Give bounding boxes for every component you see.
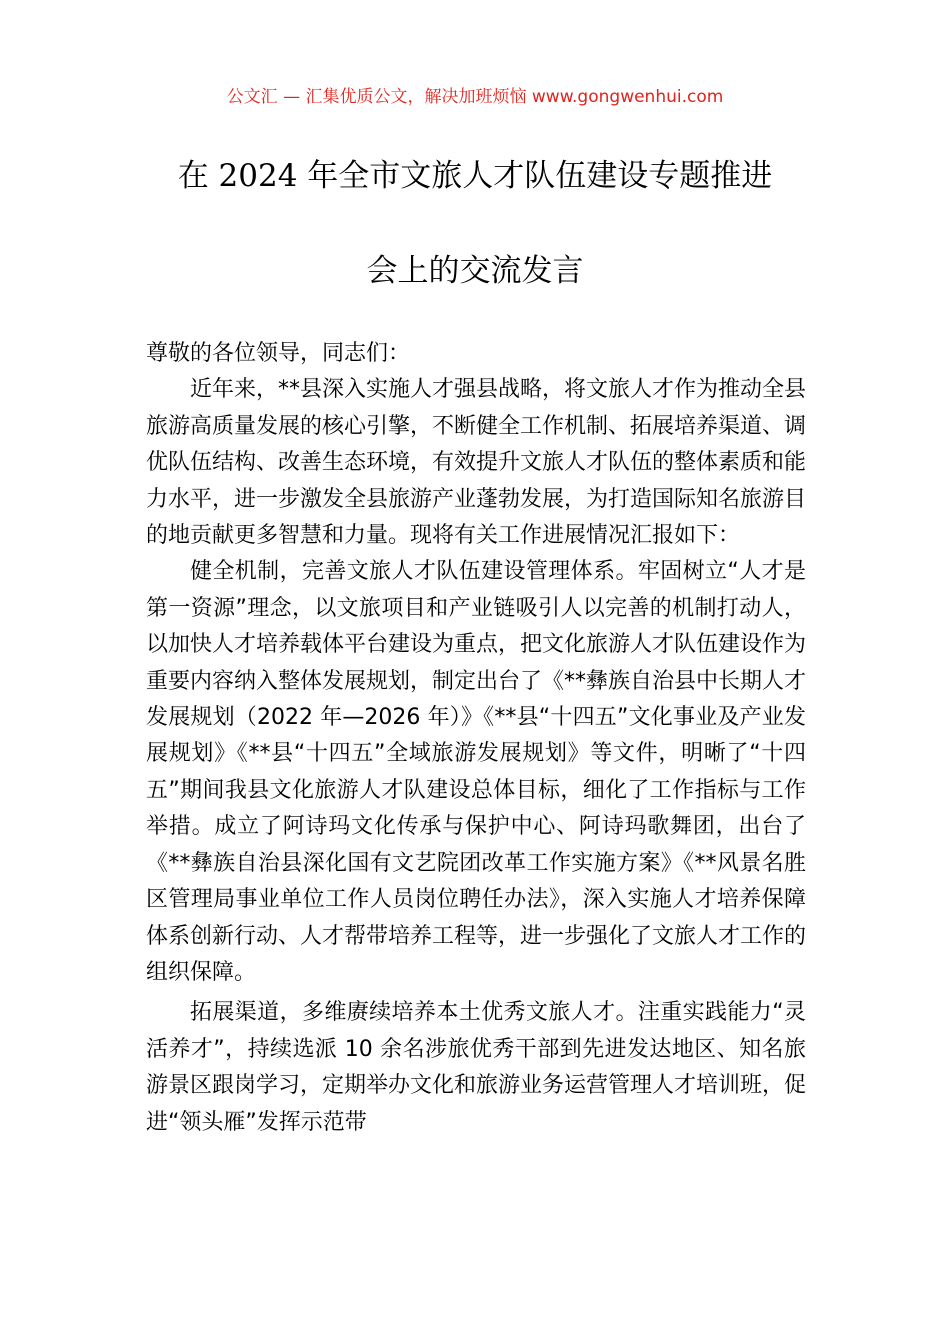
paragraph-mechanism: 健全机制，完善文旅人才队伍建设管理体系。牢固树立“人才是第一资源”理念，以文旅项目和产业链吸引人以完善的机制打动人，以加快人才培养载体平台建设为重点，把文化旅游人才队伍建设作为重要内容纳入整体发展规划，制定出台了《**彝族自治县中长期人才发展规划（2022 年—2026 年）》《**县“十四五”文化事业及产业发展规划》《**县“十四五”全域旅游发展规划》等文件，明晰了“十四五”期间我县文化旅游人才队建设总体目标，细化了工作指标与工作举措。成立了阿诗玛文化传承与保护中心、阿诗玛歌舞团，出台了《**彝族自治县深化国有文艺院团改革工作实施方案》《**风景名胜区管理局事业单位工作人员岗位聘任办法》，深入实施人才培养保障体系创新行动、人才帮带培养工程等，进一步强化了文旅人才工作的组织保障。	[146, 559, 807, 985]
document-title-line-1: 在 2024 年全市文旅人才队伍建设专题推进	[177, 158, 773, 194]
document-title-line-2: 会上的交流发言	[366, 253, 584, 289]
paragraph-channels: 拓展渠道，多维赓续培养本土优秀文旅人才。注重实践能力“灵活养才”，持续选派 10 余名涉旅优秀干部到先进发达地区、知名旅游景区跟岗学习，定期举办文化和旅游业务运营管理人才培训班，促进“领头雁”发挥示范带	[146, 1000, 807, 1135]
document-body	[146, 336, 806, 1141]
site-header-banner: 公文汇 — 汇集优质公文，解决加班烦恼 www.gongwenhui.com	[226, 87, 724, 107]
salutation: 尊敬的各位领导，同志们：	[146, 341, 411, 366]
paragraph-intro: 近年来，**县深入实施人才强县战略，将文旅人才作为推动全县旅游高质量发展的核心引擎，不断健全工作机制、拓展培养渠道、调优队伍结构、改善生态环境，有效提升文旅人才队伍的整体素质和能力水平，进一步激发全县旅游产业蓬勃发展，为打造国际知名旅游目的地贡献更多智慧和力量。现将有关工作进展情况汇报如下：	[146, 377, 807, 549]
